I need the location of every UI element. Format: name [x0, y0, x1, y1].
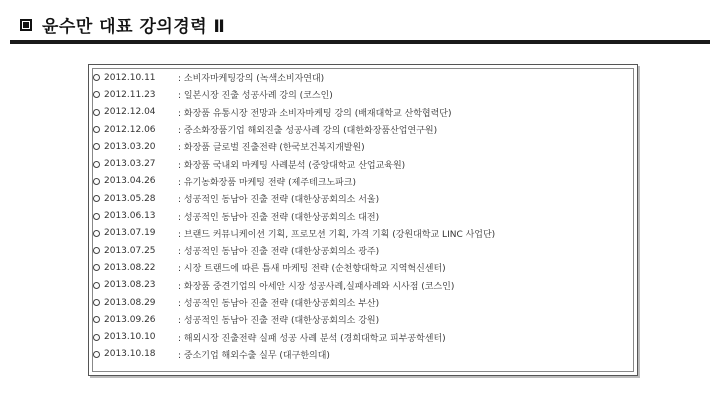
list-item [93, 104, 633, 121]
entry-date: 2013.07.19 [104, 228, 156, 239]
entry-date: 2013.10.18 [104, 349, 156, 360]
entry-date: 2013.03.27 [104, 159, 156, 170]
entry-description: : 소비자마케팅강의 (녹색소비자연대) [178, 74, 325, 85]
circle-bullet-icon [93, 299, 100, 306]
list-item [93, 138, 633, 155]
circle-bullet-icon [93, 334, 100, 341]
entry-description: : 화장품 국내외 마케팅 사례분석 (중앙대학교 산업교육원) [178, 160, 406, 171]
page-header [0, 0, 720, 44]
entry-date: 2013.10.10 [104, 332, 156, 343]
entry-description: : 중소화장품기업 해외진출 성공사례 강의 (대한화장품산업연구원) [178, 126, 438, 137]
entry-date: 2012.11.23 [104, 89, 156, 100]
entry-description: : 성공적인 동남아 진출 전략 (대한상공회의소 서울) [178, 195, 380, 206]
square-bullet-icon [20, 19, 32, 31]
entry-date: 2013.04.26 [104, 176, 156, 187]
entry-description: : 성공적인 동남아 진출 전략 (대한상공회의소 강원) [178, 316, 380, 327]
entry-description: : 브랜드 커뮤니케이션 기획, 프로모션 기획, 가격 기획 (강원대학교 LINC 사업단) [178, 229, 496, 240]
list-item [93, 346, 633, 363]
circle-bullet-icon [93, 178, 100, 185]
entry-date: 2013.05.28 [104, 193, 156, 204]
list-item [93, 190, 633, 207]
circle-bullet-icon [93, 264, 100, 271]
entry-description: : 성공적인 동남아 진출 전략 (대한상공회의소 부산) [178, 299, 380, 309]
circle-bullet-icon [93, 247, 100, 254]
list-item [93, 121, 633, 138]
circle-bullet-icon [93, 230, 100, 237]
page-title [20, 12, 225, 37]
circle-bullet-icon [93, 143, 100, 150]
circle-bullet-icon [93, 126, 100, 133]
list-item [93, 328, 633, 345]
lecture-history-list [93, 69, 633, 363]
entry-date: 2012.10.11 [104, 72, 156, 83]
title-underline [10, 40, 710, 44]
entry-date: 2013.09.26 [104, 314, 156, 325]
circle-bullet-icon [93, 316, 100, 323]
list-item [93, 207, 633, 224]
entry-description: : 성공적인 동남아 진출 전략 (대한상공회의소 대전) [178, 212, 380, 223]
page-title-text: 윤수만 대표 강의경력 Ⅱ [42, 17, 226, 37]
entry-description: : 일본시장 진출 성공사례 강의 (코스인) [178, 91, 333, 102]
entry-description: : 성공적인 동남아 진출 전략 (대한상공회의소 광주) [178, 247, 380, 258]
entry-date: 2013.03.20 [104, 141, 156, 152]
list-item [93, 311, 633, 328]
entry-date: 2013.08.29 [104, 297, 156, 308]
entry-description: : 화장품 유통시장 전망과 소비자마케팅 강의 (배재대학교 산학협력단) [178, 108, 452, 119]
circle-bullet-icon [93, 282, 100, 289]
list-item [93, 259, 633, 276]
list-item [93, 86, 633, 103]
entry-description: : 중소기업 해외수출 실무 (대구한의대) [178, 350, 330, 361]
circle-bullet-icon [93, 195, 100, 202]
entry-date: 2013.07.25 [104, 245, 156, 256]
list-item [93, 225, 633, 242]
entry-description: : 유기농화장품 마케팅 전략 (제주테크노파크) [178, 177, 356, 188]
entry-date: 2013.08.23 [104, 280, 156, 291]
circle-bullet-icon [93, 161, 100, 168]
entry-description: : 해외시장 진출전략 실패 성공 사례 분석 (경희대학교 피부공학센터) [178, 333, 446, 344]
entry-date: 2013.08.22 [104, 262, 156, 273]
list-item [93, 173, 633, 190]
list-item [93, 294, 633, 311]
list-item [93, 277, 633, 294]
list-item [93, 242, 633, 259]
circle-bullet-icon [93, 74, 100, 81]
entry-description: : 화장품 중견기업의 아세안 시장 성공사례,실패사례와 시사점 (코스인) [178, 281, 455, 292]
entry-date: 2012.12.04 [104, 107, 156, 118]
lecture-history-box [88, 64, 638, 376]
list-item [93, 155, 633, 172]
circle-bullet-icon [93, 351, 100, 358]
entry-description: : 화장품 글로벌 진출전략 (한국보건복지개발원) [178, 143, 365, 154]
circle-bullet-icon [93, 91, 100, 98]
list-item [93, 69, 633, 86]
entry-description: : 시장 트랜드에 따른 틈새 마케팅 전략 (순천향대학교 지역혁신센터) [178, 264, 446, 275]
circle-bullet-icon [93, 109, 100, 116]
circle-bullet-icon [93, 213, 100, 220]
entry-date: 2012.12.06 [104, 124, 156, 135]
entry-date: 2013.06.13 [104, 211, 156, 222]
